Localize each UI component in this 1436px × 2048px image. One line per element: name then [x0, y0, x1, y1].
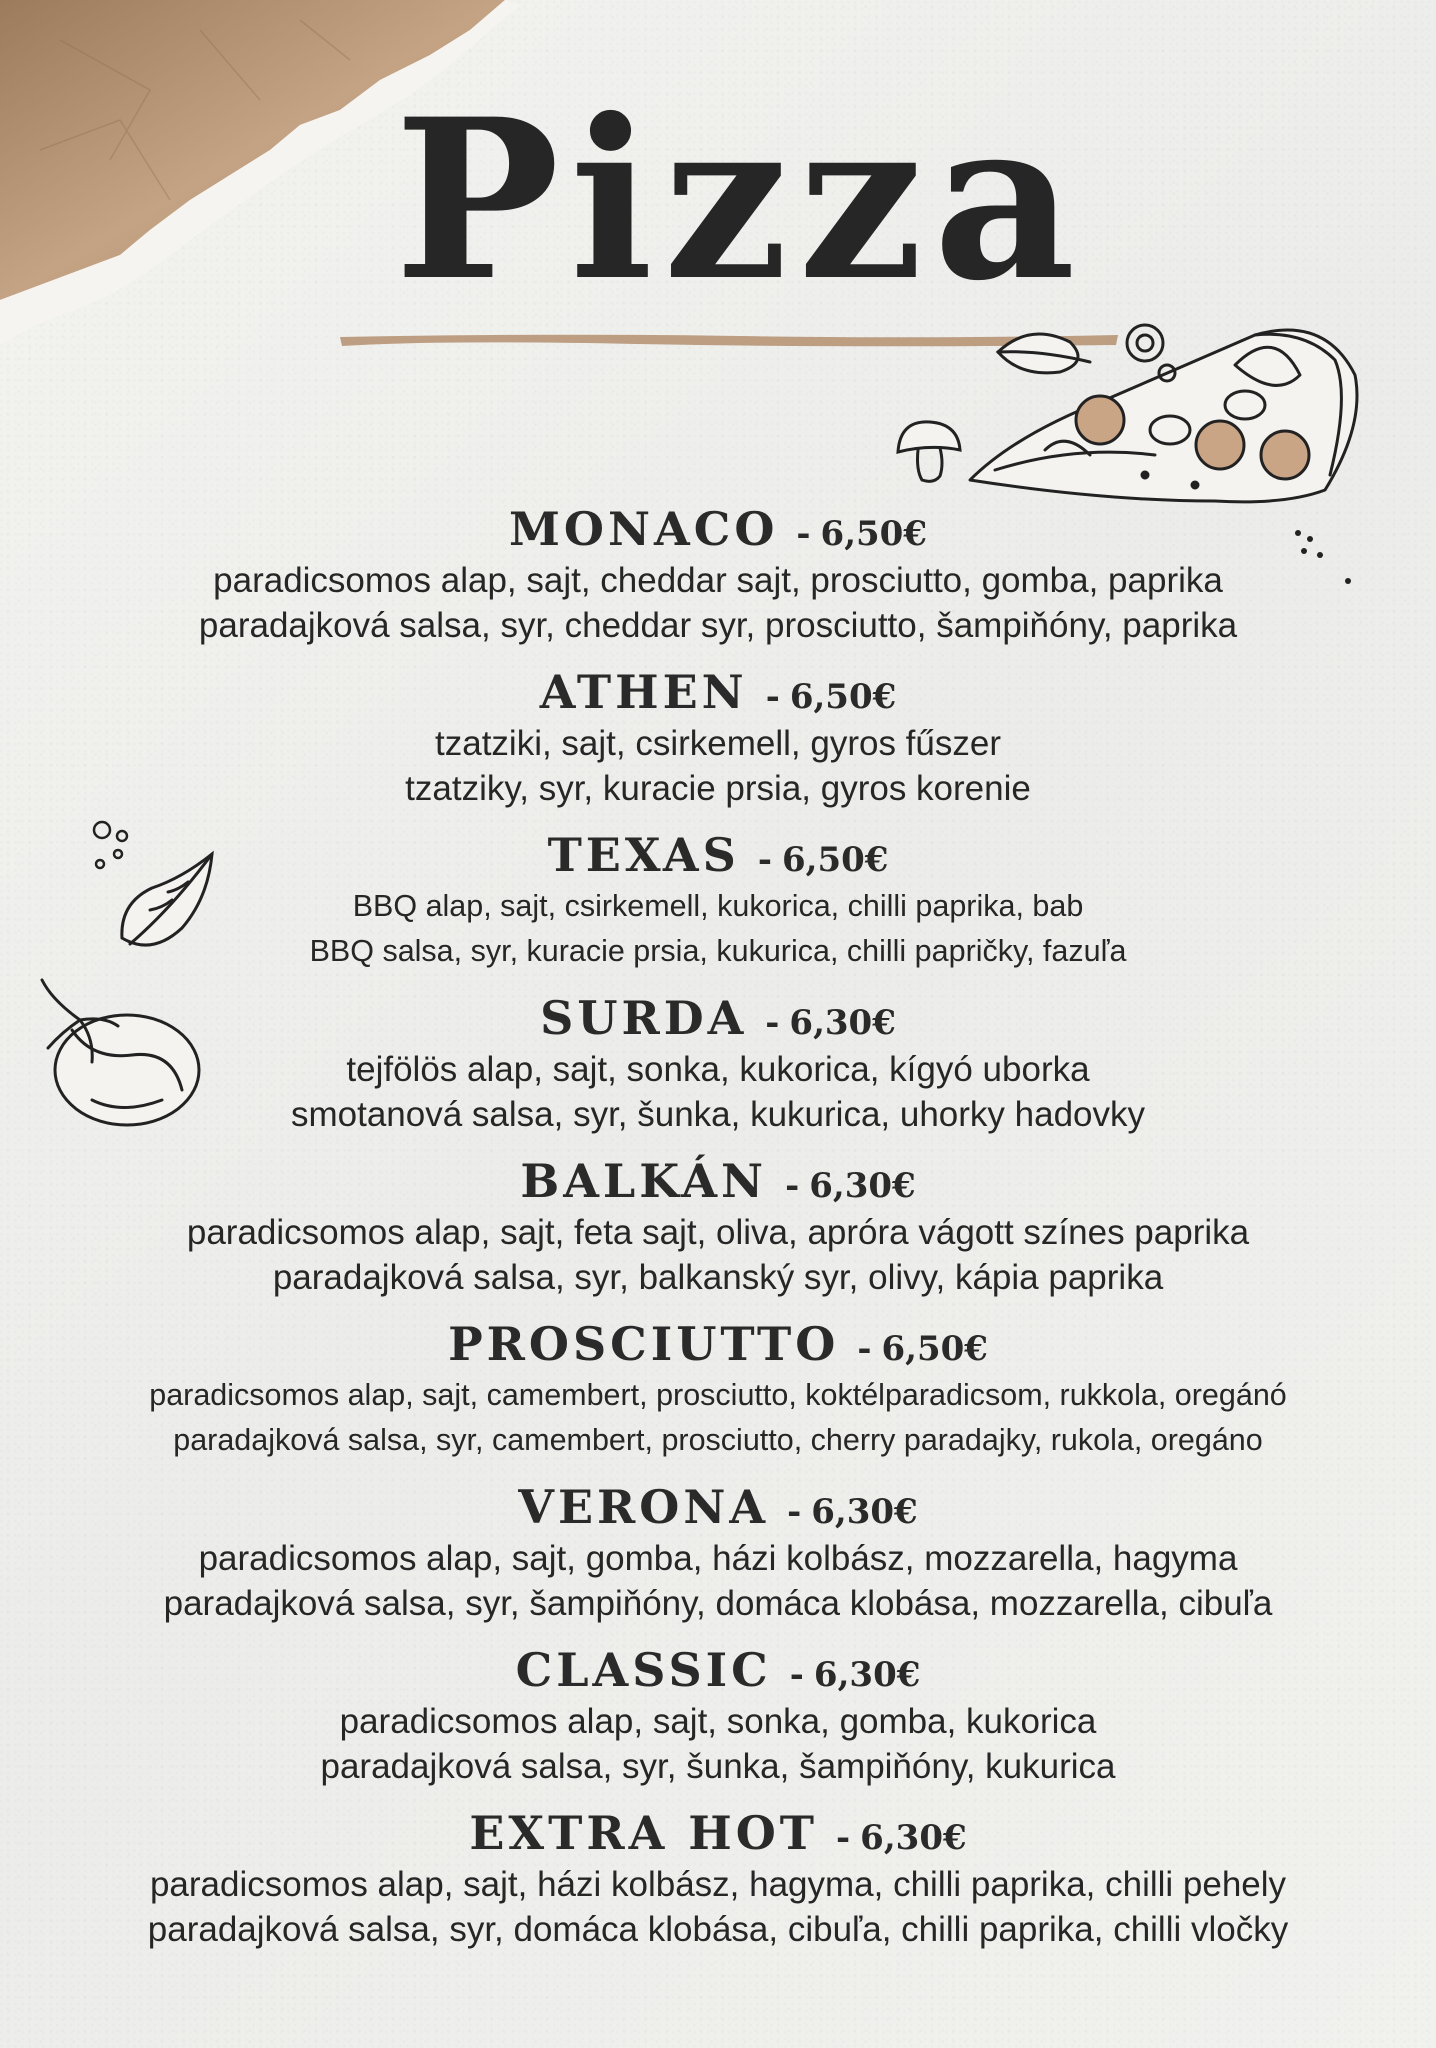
- menu-item-name: VERONA: [518, 1480, 770, 1534]
- menu-item-name: ATHEN: [539, 665, 748, 719]
- menu-item: [0, 663, 1436, 811]
- ingredients-hu: paradicsomos alap, sajt, házi kolbász, hagyma, chilli paprika, chilli pehely: [149, 1865, 1287, 1904]
- menu-item: [0, 1478, 1436, 1626]
- menu-item-header: [0, 1315, 1436, 1373]
- price-separator: -: [765, 1003, 780, 1043]
- menu-item: [0, 1641, 1436, 1789]
- ingredients-sk: paradajková salsa, syr, šampiňóny, domáca klobása, mozzarella, cibuľa: [163, 1584, 1273, 1623]
- ingredients-sk: paradajková salsa, syr, cheddar syr, prosciutto, šampiňóny, paprika: [198, 606, 1238, 645]
- price-separator: -: [785, 1166, 800, 1206]
- ingredients-sk: paradajková salsa, syr, domáca klobása, cibuľa, chilli paprika, chilli vločky: [147, 1910, 1289, 1949]
- menu-item: [0, 500, 1436, 648]
- menu-item-price: 6,30€: [860, 1818, 967, 1858]
- ingredients-hu: paradicsomos alap, sajt, sonka, gomba, kukorica: [339, 1702, 1097, 1741]
- ingredients-sk: paradajková salsa, syr, camembert, prosciutto, cherry paradajky, rukola, oregáno: [173, 1423, 1263, 1457]
- menu-item-price: 6,30€: [811, 1492, 918, 1532]
- menu-item-header: [0, 1478, 1436, 1536]
- ingredients-hu: paradicsomos alap, sajt, cheddar sajt, prosciutto, gomba, paprika: [213, 561, 1223, 600]
- menu-item-header: [0, 663, 1436, 721]
- price-separator: -: [836, 1818, 851, 1858]
- menu-list: [0, 500, 1436, 1967]
- menu-item-name: SURDA: [540, 991, 748, 1045]
- ingredients-hu: paradicsomos alap, sajt, gomba, házi kolbász, mozzarella, hagyma: [198, 1539, 1238, 1578]
- menu-item-name: PROSCIUTTO: [448, 1317, 840, 1371]
- menu-item-price: 6,30€: [813, 1655, 921, 1695]
- price-separator: -: [857, 1329, 872, 1369]
- price-separator: -: [765, 677, 780, 717]
- menu-item-price: 6,30€: [789, 1003, 896, 1043]
- menu-item-price: 6,50€: [789, 677, 897, 717]
- ingredients-sk: paradajková salsa, syr, šunka, šampiňóny, kukurica: [320, 1747, 1116, 1786]
- menu-item: [0, 1152, 1436, 1300]
- menu-item: [0, 826, 1436, 974]
- ingredients-hu: paradicsomos alap, sajt, feta sajt, oliva, apróra vágott színes paprika: [186, 1213, 1250, 1252]
- ingredients-sk: paradajková salsa, syr, balkanský syr, olivy, kápia paprika: [272, 1258, 1164, 1297]
- menu-item-header: [0, 826, 1436, 884]
- ingredients-sk: tzatziky, syr, kuracie prsia, gyros korenie: [405, 769, 1031, 808]
- price-separator: -: [796, 514, 811, 554]
- ingredients-hu: tejfölös alap, sajt, sonka, kukorica, kígyó uborka: [346, 1050, 1090, 1089]
- menu-item-name: MONACO: [508, 502, 779, 556]
- menu-item-price: 6,50€: [820, 514, 927, 554]
- menu-item-price: 6,30€: [809, 1166, 916, 1206]
- menu-item-price: 6,50€: [781, 840, 889, 880]
- ingredients-sk: smotanová salsa, syr, šunka, kukurica, uhorky hadovky: [290, 1095, 1145, 1134]
- menu-item-name: CLASSIC: [515, 1643, 772, 1697]
- page-title: Pizza: [394, 70, 1086, 329]
- ingredients-hu: paradicsomos alap, sajt, camembert, prosciutto, koktélparadicsom, rukkola, oregánó: [149, 1378, 1287, 1412]
- price-separator: -: [757, 840, 772, 880]
- menu-item-header: [0, 1641, 1436, 1699]
- menu-item-name: BALKÁN: [520, 1154, 768, 1208]
- price-separator: -: [789, 1655, 804, 1695]
- menu-item: [0, 1315, 1436, 1463]
- mushroom-icon: [890, 410, 970, 490]
- menu-item-header: [0, 1152, 1436, 1210]
- menu-item: [0, 1804, 1436, 1952]
- menu-item: [0, 989, 1436, 1137]
- price-separator: -: [787, 1492, 802, 1532]
- ingredients-hu: tzatziki, sajt, csirkemell, gyros fűszer: [435, 724, 1001, 763]
- menu-item-header: [0, 989, 1436, 1047]
- menu-item-price: 6,50€: [881, 1329, 988, 1369]
- ingredients-hu: BBQ alap, sajt, csirkemell, kukorica, chilli paprika, bab: [352, 889, 1084, 923]
- ingredients-sk: BBQ salsa, syr, kuracie prsia, kukurica, chilli papričky, fazuľa: [309, 934, 1127, 968]
- basil-leaf-icon: [990, 322, 1100, 382]
- menu-item-header: [0, 1804, 1436, 1862]
- menu-item-name: TEXAS: [547, 828, 740, 882]
- menu-item-header: [0, 500, 1436, 558]
- olive-ring-icon: [1115, 318, 1185, 388]
- menu-item-name: EXTRA HOT: [469, 1806, 819, 1860]
